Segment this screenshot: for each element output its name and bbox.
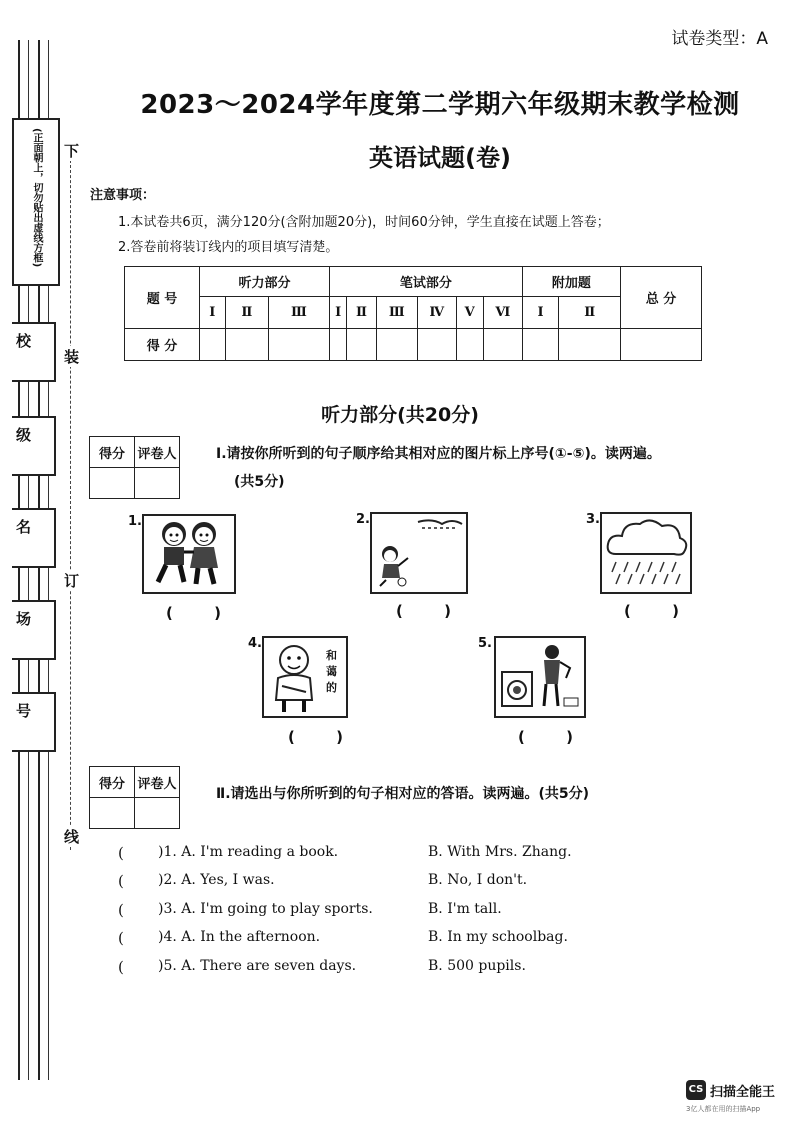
field-label: 场 bbox=[16, 610, 32, 628]
paper-type: 试卷类型：A bbox=[671, 29, 768, 49]
exam-subtitle: 英语试题(卷) bbox=[369, 144, 511, 172]
answer-paren-2[interactable]: ( ) bbox=[396, 602, 469, 620]
option-a: )3. A. I'm going to play sports. bbox=[158, 901, 373, 917]
score-cell[interactable] bbox=[376, 329, 417, 361]
total-header: 总 分 bbox=[621, 267, 702, 329]
grader-score-cell[interactable] bbox=[90, 798, 135, 829]
picture-number-2: 2. bbox=[356, 512, 370, 527]
option-a: )2. A. Yes, I was. bbox=[158, 872, 275, 888]
col-extra-1: Ⅰ bbox=[522, 297, 559, 329]
rain-cloud-icon bbox=[602, 514, 690, 592]
seal-note-text: (正面朝上，切勿贴出虚线方框) bbox=[31, 128, 42, 268]
option-b: B. 500 pupils. bbox=[428, 958, 526, 974]
score-table bbox=[124, 266, 702, 361]
answer-paren-5[interactable]: ( ) bbox=[518, 728, 591, 746]
class-field[interactable] bbox=[12, 416, 56, 476]
field-label: 校 bbox=[16, 332, 32, 350]
option-b: B. No, I don't. bbox=[428, 872, 528, 888]
scanner-app-name: 扫描全能王 bbox=[710, 1085, 776, 1100]
seat-number-field[interactable] bbox=[12, 692, 56, 752]
q2-title: Ⅱ.请选出与你所听到的句子相对应的答语。读两遍。(共5分) bbox=[216, 786, 590, 802]
option-b: B. In my schoolbag. bbox=[428, 929, 568, 945]
binding-char-ding: 订 bbox=[64, 572, 80, 590]
binding-char-down: 下 bbox=[64, 142, 80, 160]
grader-reviewer-label: 评卷人 bbox=[135, 767, 180, 798]
option-b: B. With Mrs. Zhang. bbox=[428, 844, 572, 860]
grader-score-label: 得分 bbox=[90, 437, 135, 468]
col-extra-2: Ⅱ bbox=[559, 297, 621, 329]
score-cell[interactable] bbox=[621, 329, 702, 361]
option-a: )1. A. I'm reading a book. bbox=[158, 844, 339, 860]
scanner-tagline: 3亿人都在用的扫描App bbox=[686, 1105, 761, 1113]
written-header: 笔试部分 bbox=[329, 267, 522, 297]
grader-reviewer-label: 评卷人 bbox=[135, 437, 180, 468]
score-row-label: 得 分 bbox=[125, 329, 200, 361]
note-item-2: 2.答卷前将装订线内的项目填写清楚。 bbox=[118, 240, 339, 255]
answer-blank[interactable]: ( bbox=[118, 958, 124, 976]
option-a: )4. A. In the afternoon. bbox=[158, 929, 321, 945]
cut-line bbox=[70, 150, 71, 850]
q1-title: Ⅰ.请按你所听到的句子顺序给其相对应的图片标上序号(①-⑤)。读两遍。 bbox=[216, 446, 661, 462]
score-cell[interactable] bbox=[522, 329, 559, 361]
binding-char-zhuang: 装 bbox=[64, 348, 80, 366]
grader-score-label: 得分 bbox=[90, 767, 135, 798]
windy-child-icon bbox=[372, 514, 466, 592]
score-cell[interactable] bbox=[200, 329, 226, 361]
col-written-1: Ⅰ bbox=[329, 297, 346, 329]
picture-number-3: 3. bbox=[586, 512, 600, 527]
picture-number-5: 5. bbox=[478, 636, 492, 651]
option-a: )5. A. There are seven days. bbox=[158, 958, 357, 974]
two-children-icon bbox=[144, 516, 234, 592]
picture-washing-clothes bbox=[494, 636, 586, 718]
answer-paren-4[interactable]: ( ) bbox=[288, 728, 361, 746]
picture-kind-man bbox=[262, 636, 348, 718]
answer-blank[interactable]: ( bbox=[118, 929, 124, 947]
field-label: 名 bbox=[16, 518, 32, 536]
col-written-4: Ⅳ bbox=[417, 297, 456, 329]
notes-heading: 注意事项： bbox=[90, 188, 156, 203]
score-cell[interactable] bbox=[559, 329, 621, 361]
camscanner-icon: CS bbox=[686, 1080, 706, 1100]
answer-blank[interactable]: ( bbox=[118, 901, 124, 919]
score-cell[interactable] bbox=[329, 329, 346, 361]
seal-note-box bbox=[12, 118, 60, 286]
score-cell[interactable] bbox=[483, 329, 522, 361]
grader-reviewer-cell[interactable] bbox=[135, 798, 180, 829]
picture-child-windy bbox=[370, 512, 468, 594]
col-listening-3: Ⅲ bbox=[268, 297, 329, 329]
score-cell[interactable] bbox=[456, 329, 483, 361]
school-field[interactable] bbox=[12, 322, 56, 382]
col-listening-2: Ⅱ bbox=[225, 297, 268, 329]
picture-number-1: 1. bbox=[128, 514, 142, 529]
answer-blank[interactable]: ( bbox=[118, 844, 124, 862]
col-written-3: Ⅲ bbox=[376, 297, 417, 329]
col-written-5: Ⅴ bbox=[456, 297, 483, 329]
col-written-2: Ⅱ bbox=[347, 297, 376, 329]
col-written-6: Ⅵ bbox=[483, 297, 522, 329]
question-number-label: 题 号 bbox=[125, 267, 200, 329]
col-listening-1: Ⅰ bbox=[200, 297, 226, 329]
score-cell[interactable] bbox=[225, 329, 268, 361]
grader-box-q1 bbox=[89, 436, 180, 499]
q1-points: (共5分) bbox=[234, 474, 285, 490]
listening-section-title: 听力部分(共20分) bbox=[321, 404, 479, 426]
extra-header: 附加题 bbox=[522, 267, 620, 297]
answer-paren-3[interactable]: ( ) bbox=[624, 602, 697, 620]
score-cell[interactable] bbox=[417, 329, 456, 361]
answer-paren-1[interactable]: ( ) bbox=[166, 604, 239, 622]
score-cell[interactable] bbox=[268, 329, 329, 361]
field-label: 号 bbox=[16, 702, 32, 720]
kind-text: 和蔼的 bbox=[326, 649, 337, 694]
picture-rainy bbox=[600, 512, 692, 594]
option-b: B. I'm tall. bbox=[428, 901, 502, 917]
binding-char-xian: 线 bbox=[64, 828, 80, 846]
exam-room-field[interactable] bbox=[12, 600, 56, 660]
name-field[interactable] bbox=[12, 508, 56, 568]
score-cell[interactable] bbox=[347, 329, 376, 361]
field-label: 级 bbox=[16, 426, 32, 444]
washing-clothes-icon bbox=[496, 638, 584, 716]
answer-blank[interactable]: ( bbox=[118, 872, 124, 890]
picture-two-children bbox=[142, 514, 236, 594]
grader-score-cell[interactable] bbox=[90, 468, 135, 499]
grader-box-q2 bbox=[89, 766, 180, 829]
exam-title: 2023～2024学年度第二学期六年级期末教学检测 bbox=[140, 90, 740, 120]
listening-header: 听力部分 bbox=[200, 267, 330, 297]
note-item-1: 1.本试卷共6页，满分120分(含附加题20分)，时间60分钟，学生直接在试题上答卷； bbox=[118, 215, 610, 230]
picture-number-4: 4. bbox=[248, 636, 262, 651]
grader-reviewer-cell[interactable] bbox=[135, 468, 180, 499]
